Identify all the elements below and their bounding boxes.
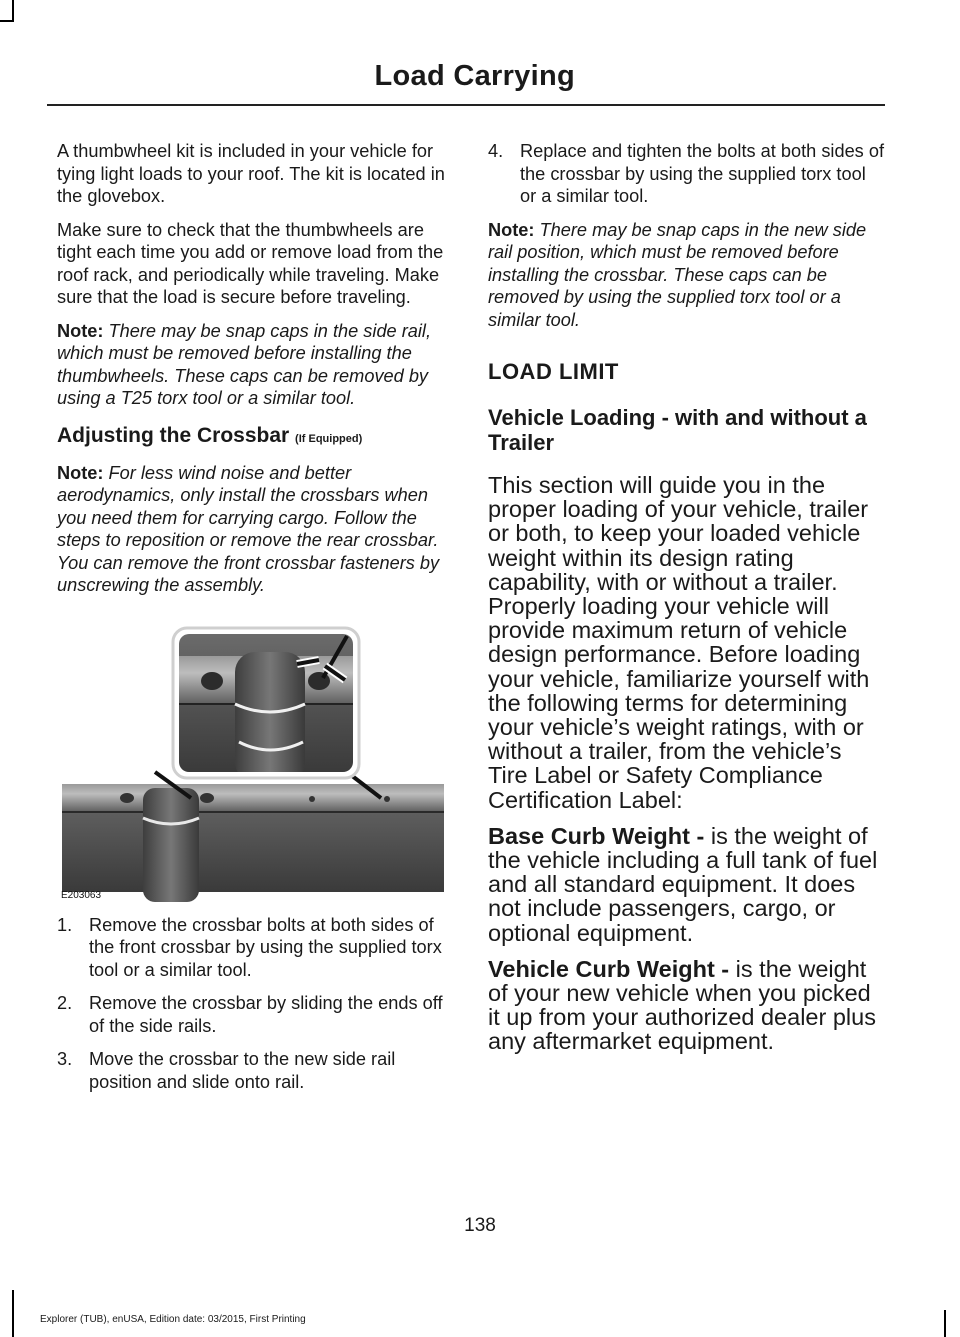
list-item: [57, 914, 449, 982]
definition-term: Base Curb Weight -: [488, 822, 705, 849]
definition-term: Vehicle Curb Weight -: [488, 955, 730, 982]
edition-footer: Explorer (TUB), enUSA, Edition date: 03/2015, First Printing: [40, 1314, 306, 1325]
crossbar-illustration: [57, 608, 449, 902]
crossbar-figure: [57, 608, 449, 902]
crop-mark: [0, 20, 14, 22]
header-rule: [47, 104, 885, 106]
figure-code: E203063: [61, 889, 102, 901]
crossbar-heading-text: Adjusting the Crossbar: [57, 423, 290, 447]
crop-mark: [12, 1290, 14, 1337]
crop-mark: [944, 1310, 946, 1337]
step-number: 1.: [57, 914, 73, 935]
note-text: For less wind noise and better aerodynamics, only install the crossbars when you need them for carrying cargo. Follow the steps to reposition or remove the rear crossbar. You can remove the front crossbar fasteners by unscrewing the assembly.: [57, 462, 440, 595]
note-label: Note:: [57, 320, 104, 341]
step-number: 4.: [488, 141, 504, 161]
loading-intro: This section will guide you in the proper loading of your vehicle, trailer or both, to keep your loaded vehicle weight within its design rating capability, with or without a trailer. Properly loading your vehicle will provide maximum return of vehicle design performance. Before loading your vehicle, familiarize yourself with the following terms for determining your vehicle’s weight ratings, with or without a trailer, from the vehicle’s Tire Label or Safety Compliance Certification Label:: [488, 472, 870, 813]
intro-paragraph: A thumbwheel kit is included in your vehicle for tying light loads to your roof. The kit is located in the glovebox.: [57, 141, 445, 206]
note-new-rail: [488, 219, 884, 332]
list-item: [57, 992, 449, 1037]
steps-list-continued: [488, 140, 884, 208]
definition-base-curb: [488, 824, 884, 945]
right-column: [488, 140, 884, 1066]
page-title: Load Carrying: [374, 60, 575, 92]
section-heading: LOAD LIMIT: [488, 359, 619, 384]
note-text: There may be snap caps in the side rail, which must be removed before installing the thumbwheels. These caps can be removed by using a T25 torx tool or a similar tool.: [57, 320, 432, 408]
step-text: Remove the crossbar by sliding the ends off of the side rails.: [89, 993, 443, 1036]
subsection-heading: Vehicle Loading - with and without a Trailer: [488, 405, 867, 455]
step-text: Remove the crossbar bolts at both sides of the front crossbar by using the supplied torx tool or a similar tool.: [89, 914, 442, 980]
definition-text: is the weight of your new vehicle when you picked it up from your authorized dealer plus any aftermarket equipment.: [488, 955, 876, 1055]
note-wind-noise: [57, 462, 449, 597]
steps-list: [57, 914, 449, 1094]
crossbar-heading: [57, 424, 449, 448]
definition-text: is the weight of the vehicle including a full tank of fuel and all standard equipment. It does not include passengers, cargo, or optional equipment.: [488, 822, 878, 946]
note-text: There may be snap caps in the new side rail position, which must be removed before installing the crossbar. These caps can be removed by using the supplied torx tool or a similar tool.: [488, 219, 867, 330]
note-label: Note:: [57, 462, 104, 483]
step-number: 2.: [57, 993, 73, 1013]
crop-mark: [12, 0, 14, 22]
note-snap-caps: [57, 320, 449, 410]
definition-vehicle-curb: [488, 957, 884, 1054]
step-number: 3.: [57, 1049, 73, 1069]
note-label: Note:: [488, 219, 535, 240]
list-item: [57, 1048, 449, 1093]
crossbar-qualifier: (If Equipped): [295, 432, 363, 445]
list-item: [488, 140, 884, 208]
left-column: [57, 140, 449, 1104]
thumbwheel-paragraph: Make sure to check that the thumbwheels are tight each time you add or remove load from the roof rack, and periodically while traveling. Make sure that the load is secure before traveling.: [57, 219, 444, 307]
step-text: Replace and tighten the bolts at both sides of the crossbar by using the supplied torx tool or a similar tool.: [520, 141, 884, 206]
step-text: Move the crossbar to the new side rail position and slide onto rail.: [89, 1049, 396, 1092]
page-number: 138: [464, 1215, 496, 1236]
